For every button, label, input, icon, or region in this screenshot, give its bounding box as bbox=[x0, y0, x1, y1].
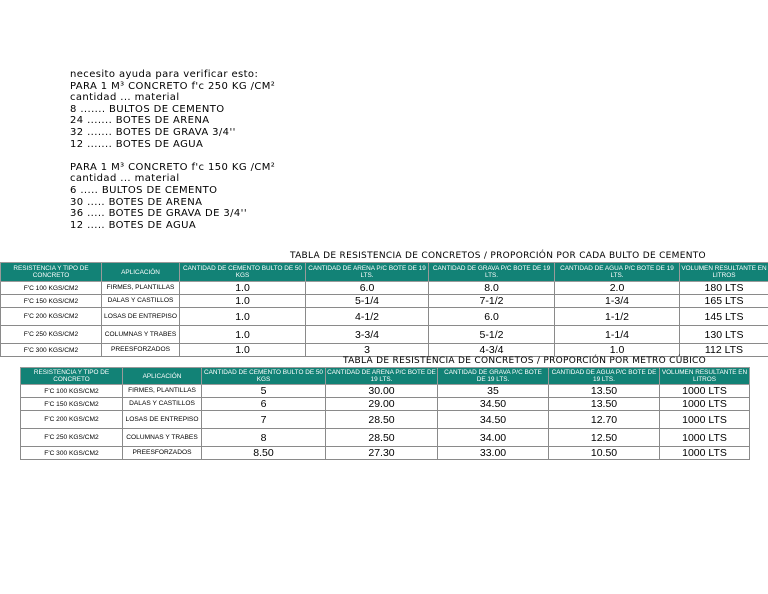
notes-line: 32 ....... BOTES DE GRAVA 3/4'' bbox=[70, 126, 236, 138]
table-cell: F'C 300 KGS/CM2 bbox=[1, 344, 102, 357]
table-cell: 1000 LTS bbox=[660, 385, 750, 398]
table-cell: 3 bbox=[306, 344, 429, 357]
table-cell: PREESFORZADOS bbox=[102, 344, 180, 357]
table-cell: 112 LTS bbox=[680, 344, 768, 357]
table-cell: 1000 LTS bbox=[660, 398, 750, 411]
table-cell: F'C 250 KGS/CM2 bbox=[21, 429, 123, 447]
notes-line: 36 ..... BOTES DE GRAVA DE 3/4'' bbox=[70, 208, 247, 220]
notes-line: 8 ....... BULTOS DE CEMENTO bbox=[70, 103, 225, 115]
table-cell: 27.30 bbox=[326, 447, 438, 460]
column-header: CANTIDAD DE ARENA P/C BOTE DE 19 LTS. bbox=[306, 263, 429, 282]
table-row bbox=[21, 398, 750, 411]
table-cell: 13.50 bbox=[549, 398, 660, 411]
table-cell: 12.50 bbox=[549, 429, 660, 447]
table-cell: FIRMES, PLANTILLAS bbox=[102, 282, 180, 295]
column-header: CANTIDAD DE ARENA P/C BOTE DE 19 LTS. bbox=[327, 369, 436, 383]
table-cell: COLUMNAS Y TRABES bbox=[123, 429, 202, 447]
table-cell: 29.00 bbox=[326, 398, 438, 411]
table-cell: 33.00 bbox=[438, 447, 549, 460]
table-row bbox=[1, 344, 768, 357]
table-cell: LOSAS DE ENTREPISO bbox=[102, 308, 180, 326]
table-cell: 1-1/2 bbox=[555, 308, 680, 326]
table-cell: LOSAS DE ENTREPISO bbox=[123, 411, 202, 429]
table-row bbox=[1, 326, 768, 344]
column-header: CANTIDAD DE CEMENTO BULTO DE 50 KGS bbox=[180, 263, 306, 282]
column-header: CANTIDAD DE AGUA P/C BOTE DE 19 LTS. bbox=[555, 263, 680, 282]
table-cell: F'C 100 KGS/CM2 bbox=[1, 282, 102, 295]
table-cell: COLUMNAS Y TRABES bbox=[102, 326, 180, 344]
notes-spacer bbox=[70, 150, 275, 162]
table-cell: F'C 150 KGS/CM2 bbox=[1, 295, 102, 308]
column-header: RESISTENCIA Y TIPO DE CONCRETO bbox=[1, 263, 102, 282]
table-cell: DALAS Y CASTILLOS bbox=[123, 398, 202, 411]
table-cell: 8 bbox=[202, 429, 326, 447]
table-cell: 5-1/4 bbox=[306, 295, 429, 308]
table-cell: 1.0 bbox=[555, 344, 680, 357]
table-cell: 1-3/4 bbox=[555, 295, 680, 308]
table-cell: F'C 200 KGS/CM2 bbox=[1, 308, 102, 326]
table-cell: F'C 100 KGS/CM2 bbox=[21, 385, 123, 398]
table-cell: 6.0 bbox=[306, 282, 429, 295]
column-header: VOLUMEN RESULTANTE EN LITROS bbox=[660, 368, 750, 385]
table-cell: 35 bbox=[438, 385, 549, 398]
notes bbox=[70, 69, 275, 231]
table1-title: TABLA DE RESISTENCIA DE CONCRETOS / PROPORCIÓN POR CADA BULTO DE CEMENTO bbox=[290, 251, 706, 261]
table-cell: FIRMES, PLANTILLAS bbox=[123, 385, 202, 398]
table-cell: 1.0 bbox=[180, 295, 306, 308]
notes-line: 12 ..... BOTES DE AGUA bbox=[70, 219, 197, 231]
column-header: CANTIDAD DE GRAVA P/C BOTE DE 19 LTS. bbox=[429, 263, 555, 282]
table-cell: PREESFORZADOS bbox=[123, 447, 202, 460]
table-cell: 4-3/4 bbox=[429, 344, 555, 357]
table-per-bag bbox=[0, 262, 768, 357]
table-cell: F'C 200 KGS/CM2 bbox=[21, 411, 123, 429]
table-cell: 130 LTS bbox=[680, 326, 768, 344]
table-cell: 1.0 bbox=[180, 326, 306, 344]
table2-title: TABLA DE RESISTENCIA DE CONCRETOS / PROPORCIÓN POR METRO CÚBICO bbox=[343, 356, 707, 366]
table-cell: 8.50 bbox=[202, 447, 326, 460]
column-header: APLICACIÓN bbox=[123, 368, 202, 385]
column-header: VOLUMEN RESULTANTE EN LITROS bbox=[680, 263, 768, 282]
table-cell: 1-1/4 bbox=[555, 326, 680, 344]
table-cell: 1000 LTS bbox=[660, 429, 750, 447]
column-header: RESISTENCIA Y TIPO DE CONCRETO bbox=[21, 368, 123, 385]
table-row bbox=[21, 429, 750, 447]
table-cell: 34.50 bbox=[438, 398, 549, 411]
notes-line: PARA 1 M³ CONCRETO f'c 150 KG /CM² bbox=[70, 161, 276, 173]
column-header: CANTIDAD DE GRAVA P/C BOTE DE 19 LTS. bbox=[438, 368, 549, 385]
column-header: APLICACIÓN bbox=[102, 263, 180, 282]
table-cell: 1.0 bbox=[180, 308, 306, 326]
notes-line: PARA 1 M³ CONCRETO f'c 250 KG /CM² bbox=[70, 80, 276, 92]
notes-line: 30 ..... BOTES DE ARENA bbox=[70, 196, 203, 208]
table-cell: 2.0 bbox=[555, 282, 680, 295]
table-cell: 5 bbox=[202, 385, 326, 398]
notes-intro: necesito ayuda para verificar esto: bbox=[70, 69, 259, 80]
table-cell: 5-1/2 bbox=[429, 326, 555, 344]
table-cell: 1000 LTS bbox=[660, 447, 750, 460]
table-cell: 165 LTS bbox=[680, 295, 768, 308]
table-row bbox=[1, 282, 768, 295]
table-cell: 12.70 bbox=[549, 411, 660, 429]
table-cell: 3-3/4 bbox=[306, 326, 429, 344]
table-cell: 34.50 bbox=[438, 411, 549, 429]
column-header: CANTIDAD DE AGUA P/C BOTE DE 19 LTS. bbox=[549, 368, 660, 385]
table-cell: 10.50 bbox=[549, 447, 660, 460]
table-cell: 7-1/2 bbox=[429, 295, 555, 308]
table-row bbox=[21, 411, 750, 429]
table-cell: 30.00 bbox=[326, 385, 438, 398]
table-cell: F'C 250 KGS/CM2 bbox=[1, 326, 102, 344]
table-cell: 13.50 bbox=[549, 385, 660, 398]
table-cell: 6.0 bbox=[429, 308, 555, 326]
table-cell: 1000 LTS bbox=[660, 411, 750, 429]
table-header-row bbox=[1, 263, 768, 282]
table-cell: 4-1/2 bbox=[306, 308, 429, 326]
notes-line: 6 ..... BULTOS DE CEMENTO bbox=[70, 184, 218, 196]
table-cell: 34.00 bbox=[438, 429, 549, 447]
table-cell: F'C 150 KGS/CM2 bbox=[21, 398, 123, 411]
table-per-cubic-meter bbox=[20, 367, 750, 460]
table-cell: F'C 300 KGS/CM2 bbox=[21, 447, 123, 460]
table-row bbox=[21, 385, 750, 398]
table-cell: 28.50 bbox=[326, 429, 438, 447]
table-cell: 180 LTS bbox=[680, 282, 768, 295]
table-cell: 28.50 bbox=[326, 411, 438, 429]
table-cell: DALAS Y CASTILLOS bbox=[102, 295, 180, 308]
table-row bbox=[21, 447, 750, 460]
table-cell: 1.0 bbox=[180, 282, 306, 295]
table-row bbox=[1, 295, 768, 308]
table-cell: 145 LTS bbox=[680, 308, 768, 326]
column-header: CANTIDAD DE CEMENTO BULTO DE 50 KGS bbox=[202, 368, 326, 385]
table-cell: 8.0 bbox=[429, 282, 555, 295]
table-row bbox=[1, 308, 768, 326]
table-cell: 6 bbox=[202, 398, 326, 411]
table-cell: 7 bbox=[202, 411, 326, 429]
notes-line: 12 ....... BOTES DE AGUA bbox=[70, 138, 204, 150]
notes-line: cantidad ... material bbox=[70, 92, 180, 104]
table-cell: 1.0 bbox=[180, 344, 306, 357]
notes-line: cantidad ... material bbox=[70, 173, 180, 185]
notes-line: 24 ....... BOTES DE ARENA bbox=[70, 115, 210, 127]
table-header-row bbox=[21, 368, 750, 385]
